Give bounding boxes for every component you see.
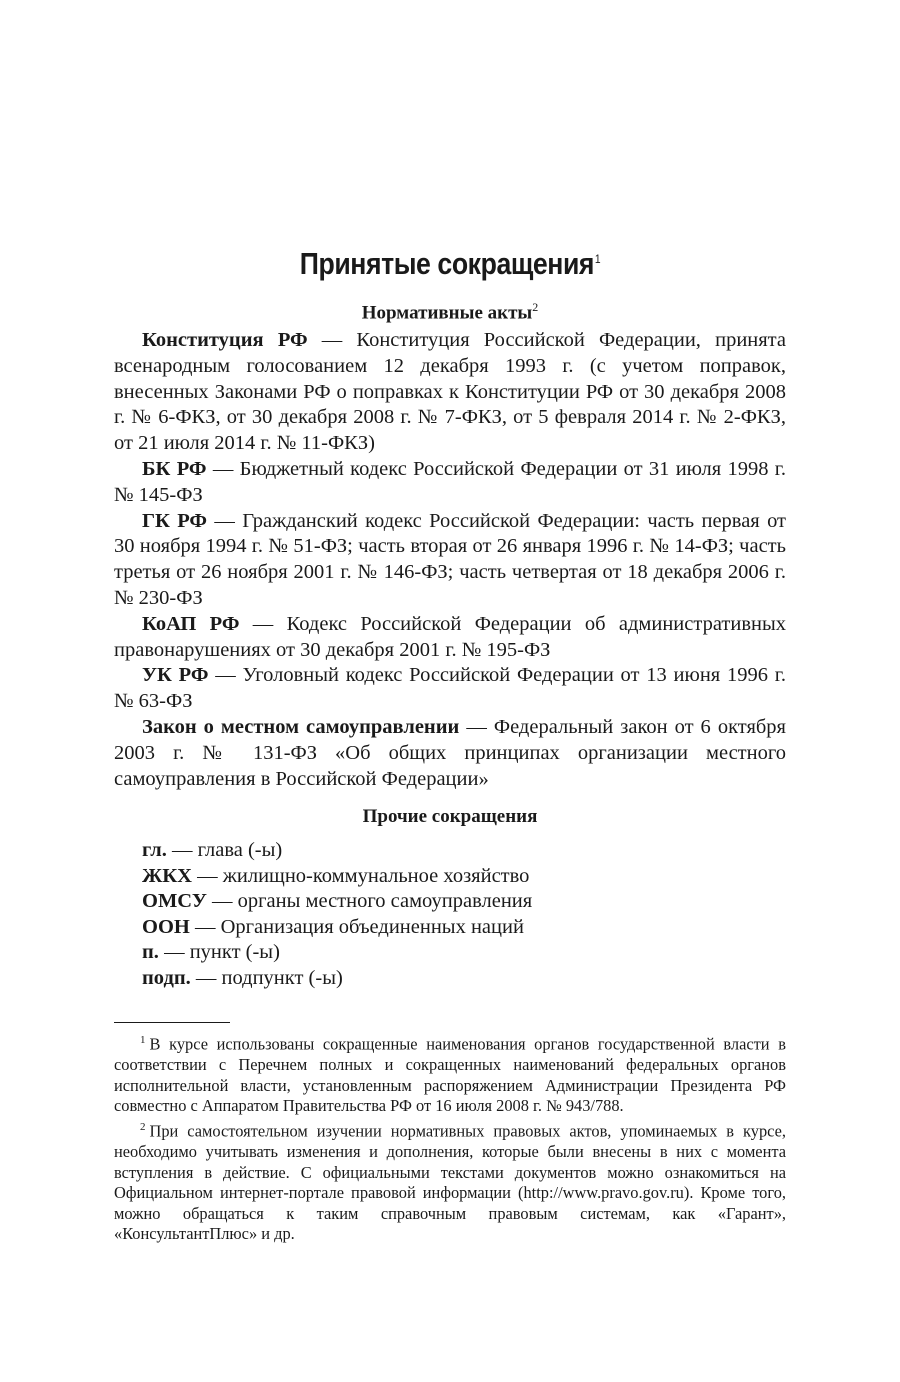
act-entry bbox=[114, 715, 786, 792]
footnote-text: В курсе использованы сокращенные наименования органов государственной власти в соответствии с Перечнем полных и сокращенных наименований федеральных органов исполнительной власти, установленным распоряжением Администрации Президента РФ совместно с Аппаратом Правительства РФ от 16 июля 2008 г. № 943/788. bbox=[114, 1034, 786, 1116]
act-entry bbox=[114, 612, 786, 664]
act-entry bbox=[114, 328, 786, 457]
footnote-mark: 2 bbox=[140, 1120, 146, 1133]
act-entry bbox=[114, 663, 786, 715]
act-term: Закон о местном самоуправлении bbox=[142, 715, 460, 738]
abbreviation-definition: — органы местного самоуправления bbox=[206, 890, 533, 913]
act-definition: — Уголовный кодекс Российской Федерации от 13 июня 1996 г. № 63-ФЗ bbox=[114, 664, 786, 713]
footnote-divider bbox=[114, 1022, 230, 1023]
page-title bbox=[161, 246, 739, 282]
abbreviation-definition: — пункт (-ы) bbox=[158, 941, 280, 964]
act-definition: — Гражданский кодекс Российской Федерации: часть первая от 30 ноября 1994 г. № 51-ФЗ; часть вторая от 26 января 1996 г. № 14-ФЗ; часть третья от 26 ноября 2001 г. № 146-ФЗ; часть четвертая от 18 декабря 2006 г. № 230-ФЗ bbox=[114, 509, 787, 609]
abbreviation-term: ООН bbox=[142, 915, 190, 938]
abbreviation-definition: — подпункт (-ы) bbox=[190, 966, 343, 989]
act-definition: — Конституция Российской Федерации, принята всенародным голосованием 12 декабря 1993 г. (с учетом поправок, внесенных Законами РФ о поправках к Конституции РФ от 30 декабря 2008 г. № 6-ФКЗ, от 30 декабря 2008 г. № 7-ФКЗ, от 5 февраля 2014 г. № 2-ФКЗ, от 21 июля 2014 г. № 11-ФКЗ) bbox=[114, 329, 786, 455]
abbreviation-entry bbox=[142, 838, 782, 864]
abbreviation-term: ЖКХ bbox=[142, 864, 192, 887]
abbreviation-definition: — глава (-ы) bbox=[166, 839, 283, 861]
abbreviation-definition: — Организация объединенных наций bbox=[189, 915, 524, 938]
act-term: ГК РФ bbox=[142, 509, 208, 532]
other-abbreviations-heading: Прочие сокращения bbox=[362, 806, 538, 827]
abbreviation-entry bbox=[142, 966, 782, 992]
abbreviation-entry bbox=[142, 889, 782, 915]
abbreviation-entry bbox=[142, 940, 782, 966]
page-title-text: Принятые сокращения bbox=[299, 246, 595, 281]
footnotes bbox=[114, 1030, 786, 1245]
normative-acts-heading-text: Нормативные акты bbox=[361, 302, 533, 324]
abbreviation-term: подп. bbox=[142, 966, 191, 989]
act-definition: — Кодекс Российской Федерации об административных правонарушениях от 30 декабря 2001 г. № 195-ФЗ bbox=[114, 612, 786, 661]
act-entry bbox=[114, 509, 786, 612]
abbreviation-term: ОМСУ bbox=[142, 890, 207, 913]
act-entry bbox=[114, 457, 786, 509]
footnote bbox=[114, 1117, 786, 1245]
act-term: Конституция РФ bbox=[142, 329, 308, 351]
abbreviation-term: п. bbox=[142, 941, 159, 964]
title-footnote-mark: 1 bbox=[594, 251, 601, 266]
normative-acts-list bbox=[114, 328, 786, 792]
abbreviation-definition: — жилищно-коммунальное хозяйство bbox=[191, 864, 530, 887]
act-term: БК РФ bbox=[142, 457, 207, 480]
act-definition: — Федеральный закон от 6 октября 2003 г. № 131-ФЗ «Об общих принципах организации местного самоуправления в Российской Федерации» bbox=[114, 715, 786, 790]
act-definition: — Бюджетный кодекс Российской Федерации от 31 июля 1998 г. № 145-ФЗ bbox=[114, 457, 787, 506]
act-term: КоАП РФ bbox=[142, 612, 240, 635]
act-term: УК РФ bbox=[142, 664, 209, 687]
footnote-text: При самостоятельном изучении нормативных правовых актов, упоминаемых в курсе, необходимо учитывать изменения и дополнения, которые были внесены в них с момента вступления в действие. С официальными текстами документов можно ознакомиться на Официальном интернет-портале правовой информации (http://www.pravo.gov.ru). Кроме того, можно обращаться к таким справочным правовым системам, как «Гарант», «КонсультантПлюс» и др. bbox=[114, 1121, 786, 1244]
normative-acts-heading bbox=[114, 300, 786, 324]
abbreviation-term: гл. bbox=[142, 839, 167, 861]
other-abbreviations-list bbox=[142, 838, 782, 992]
footnote-mark: 1 bbox=[140, 1034, 146, 1046]
footnote bbox=[114, 1030, 786, 1117]
abbreviation-entry bbox=[142, 864, 782, 890]
normative-acts-footnote-mark: 2 bbox=[532, 300, 539, 314]
abbreviation-entry bbox=[142, 915, 782, 941]
